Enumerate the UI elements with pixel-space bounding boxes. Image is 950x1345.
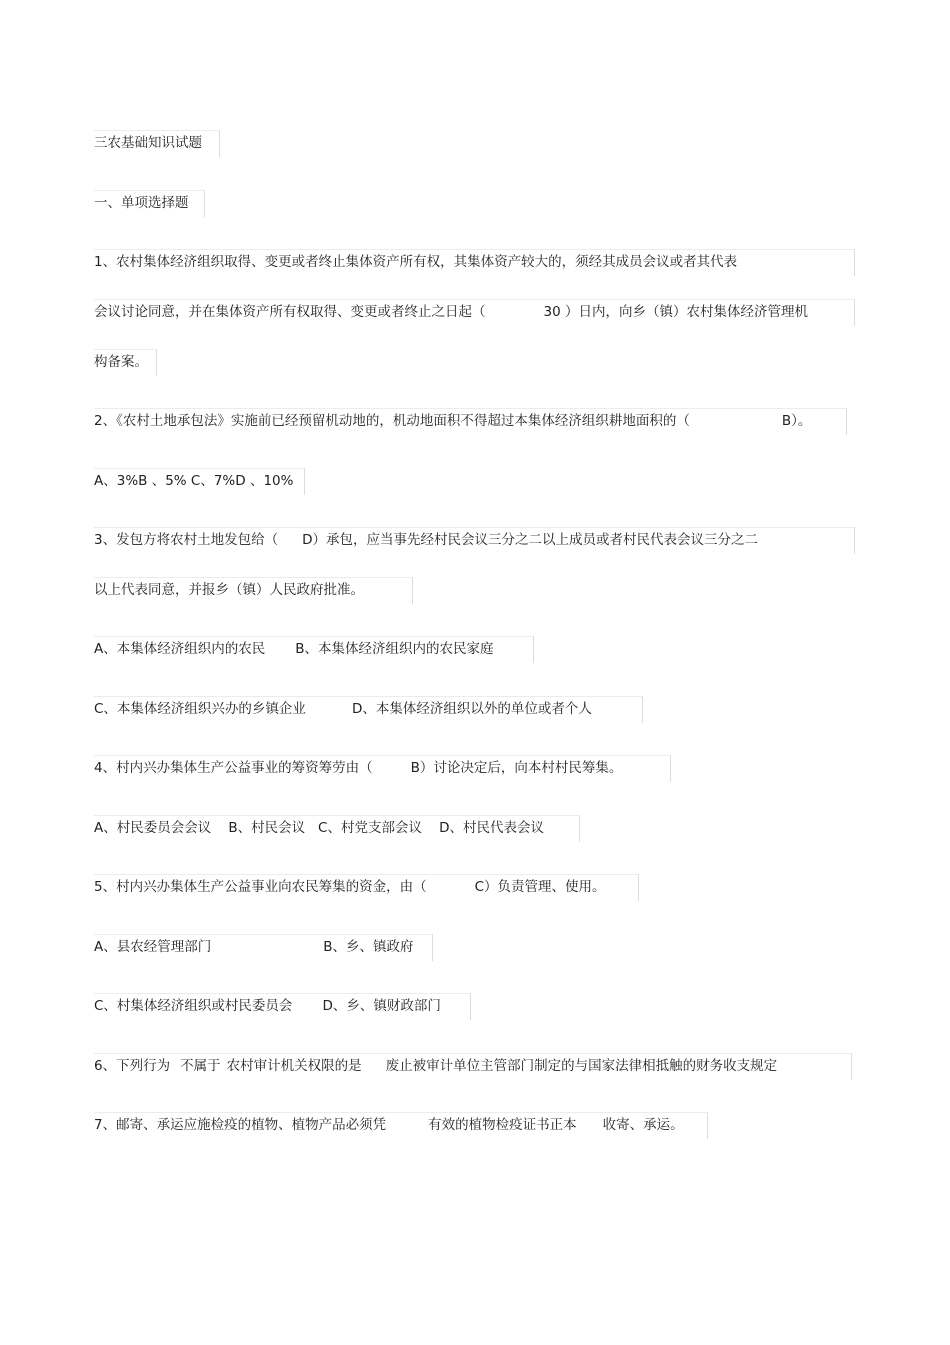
question-2-text: 2、《农村土地承包法》实施前已经预留机动地的，机动地面积不得超过本集体经济组织耕地面积的（ [94,413,690,429]
question-5-stem [94,874,606,900]
question-1-line-1: 1、农村集体经济组织取得、变更或者终止集体资产所有权，其集体资产较大的，须经其成员会议或者其代表 [94,254,738,270]
question-1-line-3: 构备案。 [94,354,148,370]
option-c: C、本集体经济组织兴办的乡镇企业 [94,701,306,717]
question-6 [94,1053,777,1079]
question-7-answer-text: 有效的植物检疫证书正本 [428,1117,577,1133]
question-4-options: A、村民委员会会议 B、村民会议 C、村党支部会议 D、村民代表会议 [94,820,545,836]
question-2-stem [94,408,811,434]
question-3-answer-text: D）承包，应当事先经村民会议三分之二以上成员或者村民代表会议三分之二 [302,532,758,548]
question-4-answer-text: B）讨论决定后，向本村村民筹集。 [410,760,623,776]
question-7 [94,1112,684,1138]
question-5-text: 5、村内兴办集体生产公益事业向农民筹集的资金，由（ [94,879,427,895]
question-1-text-a: 会议讨论同意，并在集体资产所有权取得、变更或者终止之日起（ [94,304,486,320]
question-3-text-a: 3、发包方将农村土地发包给（ [94,532,279,548]
question-6-answer-text: 废止被审计单位主管部门制定的与国家法律相抵触的财务收支规定 [385,1058,778,1074]
document-title: 三农基础知识试题 [94,135,202,151]
question-7-text-c: 收寄、承运。 [602,1117,684,1133]
option-b: B、本集体经济组织内的农民家庭 [295,641,494,657]
question-2-answer: B）。 [781,413,812,429]
question-3-line-2: 以上代表同意，并报乡（镇）人民政府批准。 [94,582,364,598]
option-a: A、县农经管理部门 [94,939,212,955]
question-1-answer-text: 30 ）日内，向乡（镇）农村集体经济管理机 [543,304,808,320]
option-d: D、本集体经济组织以外的单位或者个人 [351,701,592,717]
question-3-options-cd [94,696,592,722]
option-b: B、乡、镇政府 [323,939,414,955]
question-3-options-ab [94,636,494,662]
question-5-options-cd [94,993,441,1019]
question-2-options: A、3%B 、5% C、7%D 、10% [94,473,294,489]
option-d: D、乡、镇财政部门 [322,998,441,1014]
question-6-text-a: 6、下列行为 [94,1058,171,1074]
option-a: A、本集体经济组织内的农民 [94,641,266,657]
section-heading: 一、单项选择题 [94,195,189,211]
question-3-line-1 [94,527,758,553]
question-6-text-c: 农村审计机关权限的是 [226,1058,362,1074]
question-7-text-a: 7、邮寄、承运应施检疫的植物、植物产品必须凭 [94,1117,387,1133]
question-5-options-ab [94,934,414,960]
question-4-stem [94,755,622,781]
question-1-line-2 [94,299,808,325]
question-6-text-b: 不属于 [180,1058,221,1074]
option-c: C、村集体经济组织或村民委员会 [94,998,293,1014]
question-4-text: 4、村内兴办集体生产公益事业的筹资筹劳由（ [94,760,373,776]
question-5-answer-text: C）负责管理、使用。 [474,879,606,895]
